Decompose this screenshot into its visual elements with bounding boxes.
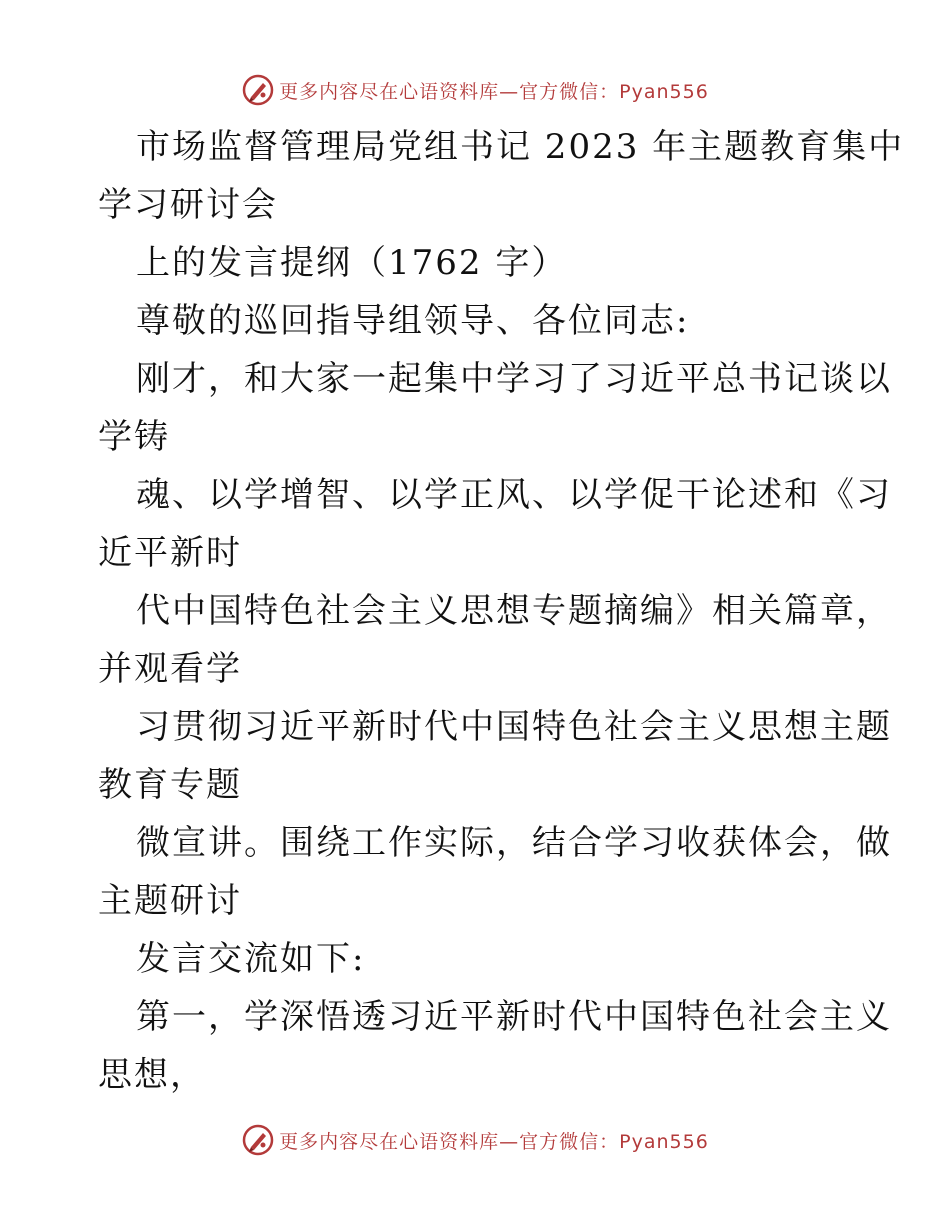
paragraph-line: 代中国特色社会主义思想专题摘编》相关篇章， [136, 591, 892, 631]
paragraph-line: 并观看学 [98, 649, 242, 689]
document-body [98, 118, 905, 1104]
paragraph-line: 主题研讨 [98, 881, 242, 921]
title-line-2: 学习研讨会 [98, 185, 278, 225]
paragraph-line: 教育专题 [98, 765, 242, 805]
paragraph-line: 微宣讲。围绕工作实际，结合学习收获体会，做 [136, 823, 892, 863]
section-heading-line: 第一，学深悟透习近平新时代中国特色社会主义 [136, 997, 892, 1037]
pen-logo-icon [241, 1123, 275, 1157]
pen-logo-icon [241, 73, 275, 107]
title-line-1: 市场监督管理局党组书记 2023 年主题教育集中 [136, 127, 905, 167]
title-line-3: 上的发言提纲（1762 字） [136, 243, 568, 283]
section-heading-line: 思想， [98, 1055, 206, 1095]
paragraph-line: 刚才，和大家一起集中学习了习近平总书记谈以 [136, 359, 892, 399]
paragraph-line: 魂、以学增智、以学正风、以学促干论述和《习 [136, 475, 892, 515]
paragraph-line: 近平新时 [98, 533, 242, 573]
salutation: 尊敬的巡回指导组领导、各位同志: [136, 301, 690, 341]
header-watermark-text: 更多内容尽在心语资料库—官方微信：Pyan556 [279, 80, 709, 103]
paragraph-line: 发言交流如下: [136, 939, 366, 979]
paragraph-line: 习贯彻习近平新时代中国特色社会主义思想主题 [136, 707, 892, 747]
footer-watermark [0, 1120, 950, 1160]
footer-watermark-text: 更多内容尽在心语资料库—官方微信：Pyan556 [279, 1130, 709, 1153]
header-watermark [0, 70, 950, 110]
paragraph-line: 学铸 [98, 417, 170, 457]
